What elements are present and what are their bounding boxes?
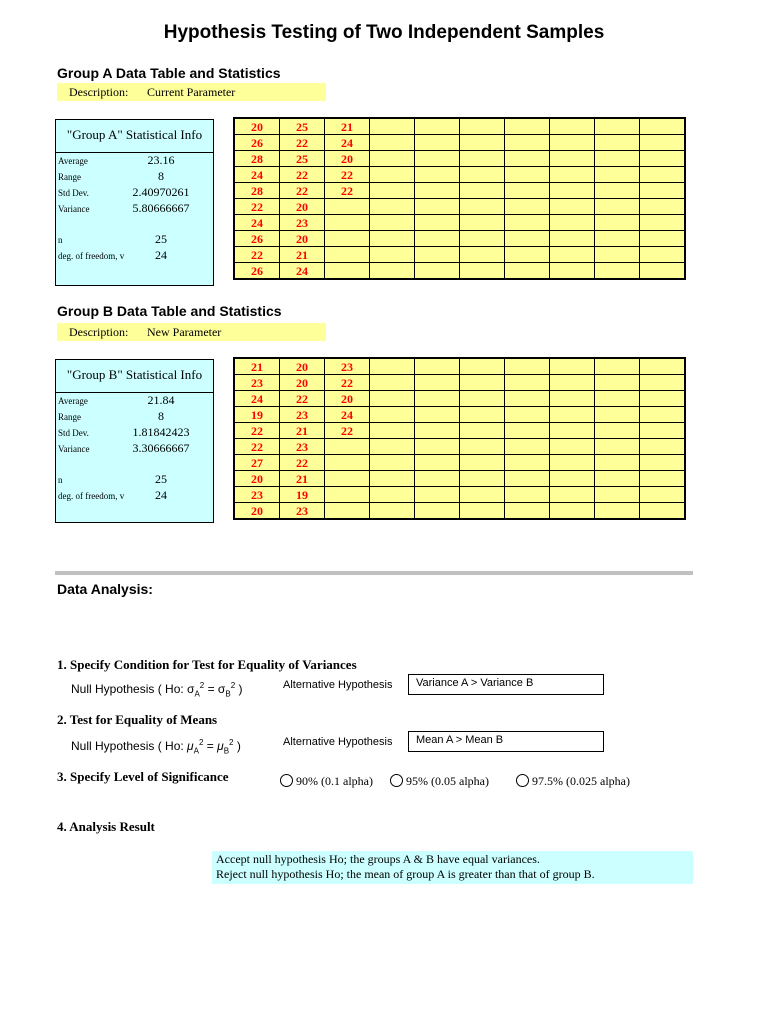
group-b-dof-row — [56, 488, 213, 504]
data-cell[interactable]: 19 — [234, 407, 280, 423]
data-cell[interactable]: 26 — [234, 135, 280, 151]
group-b-stats-title: "Group B" Statistical Info — [66, 367, 203, 382]
page-title: Hypothesis Testing of Two Independent Samples — [163, 22, 605, 43]
data-cell[interactable] — [370, 247, 415, 263]
data-cell[interactable] — [370, 199, 415, 215]
data-cell[interactable] — [505, 503, 550, 520]
data-cell[interactable] — [370, 263, 415, 280]
data-cell[interactable] — [595, 118, 640, 135]
data-cell[interactable] — [505, 263, 550, 280]
data-cell[interactable] — [415, 199, 460, 215]
group-a-n-value: 25 — [155, 232, 167, 246]
data-cell[interactable] — [595, 439, 640, 455]
data-cell[interactable]: 22 — [280, 183, 325, 199]
data-cell[interactable] — [415, 391, 460, 407]
step1-alt-value: Variance A > Variance B — [416, 677, 534, 689]
data-cell[interactable] — [415, 183, 460, 199]
table-row — [234, 167, 685, 183]
step2-null-hypothesis: Null Hypothesis ( Ho: $\mu_A^2 = \mu_B^2$ ) — [71, 738, 241, 756]
data-cell[interactable]: 24 — [325, 407, 370, 423]
table-row — [234, 375, 685, 391]
significance-option-90[interactable] — [280, 774, 373, 789]
significance-option-975-label: 97.5% (0.025 alpha) — [532, 774, 630, 788]
data-cell[interactable] — [595, 247, 640, 263]
data-cell[interactable] — [550, 199, 595, 215]
data-cell[interactable] — [550, 358, 595, 375]
data-cell[interactable] — [505, 423, 550, 439]
n-label: n — [58, 235, 63, 245]
data-cell[interactable]: 26 — [234, 231, 280, 247]
data-cell[interactable]: 20 — [325, 151, 370, 167]
data-cell[interactable] — [505, 471, 550, 487]
data-cell[interactable] — [505, 375, 550, 391]
data-cell[interactable]: 23 — [280, 215, 325, 231]
radio-circle-icon[interactable] — [280, 774, 293, 787]
step1-heading: 1. Specify Condition for Test for Equality of Variances — [57, 657, 357, 672]
data-cell[interactable]: 22 — [234, 247, 280, 263]
data-cell[interactable] — [370, 471, 415, 487]
group-b-variance-row — [56, 441, 213, 457]
data-cell[interactable] — [325, 247, 370, 263]
data-cell[interactable] — [415, 487, 460, 503]
group-a-dof-value: 24 — [155, 248, 167, 262]
n-label: n — [58, 475, 63, 485]
data-cell[interactable] — [415, 151, 460, 167]
group-b-n-row — [56, 472, 213, 488]
data-cell[interactable] — [460, 455, 505, 471]
data-cell[interactable] — [640, 151, 686, 167]
data-cell[interactable]: 22 — [280, 135, 325, 151]
data-cell[interactable] — [595, 375, 640, 391]
step1-alt-dropdown[interactable] — [408, 674, 604, 695]
data-cell[interactable] — [595, 455, 640, 471]
data-cell[interactable] — [460, 407, 505, 423]
range-label: Range — [58, 412, 81, 422]
group-a-heading: Group A Data Table and Statistics — [57, 65, 281, 81]
data-cell[interactable] — [415, 135, 460, 151]
data-cell[interactable]: 23 — [280, 503, 325, 520]
data-cell[interactable] — [325, 231, 370, 247]
group-a-variance-row — [56, 201, 213, 217]
data-cell[interactable]: 26 — [234, 263, 280, 280]
variance-label: Variance — [58, 204, 90, 214]
data-cell[interactable] — [325, 503, 370, 520]
data-cell[interactable] — [370, 231, 415, 247]
data-cell[interactable] — [550, 487, 595, 503]
data-cell[interactable] — [640, 487, 686, 503]
section-divider — [55, 571, 693, 575]
data-cell[interactable] — [640, 183, 686, 199]
data-analysis-heading: Data Analysis: — [57, 581, 153, 597]
table-row — [234, 118, 685, 135]
data-cell[interactable] — [550, 183, 595, 199]
group-b-data-table — [233, 357, 686, 520]
data-cell[interactable] — [460, 199, 505, 215]
data-cell[interactable] — [460, 423, 505, 439]
average-label: Average — [58, 396, 88, 406]
data-cell[interactable] — [505, 135, 550, 151]
data-cell[interactable] — [595, 423, 640, 439]
group-b-stddev-row — [56, 425, 213, 441]
data-cell[interactable] — [640, 503, 686, 520]
data-cell[interactable] — [640, 118, 686, 135]
data-cell[interactable]: 21 — [280, 471, 325, 487]
data-cell[interactable] — [595, 135, 640, 151]
data-cell[interactable]: 23 — [325, 358, 370, 375]
table-row — [234, 391, 685, 407]
group-b-range-value: 8 — [158, 409, 164, 423]
data-cell[interactable] — [325, 263, 370, 280]
data-cell[interactable] — [370, 135, 415, 151]
data-cell[interactable]: 20 — [234, 118, 280, 135]
step4-heading: 4. Analysis Result — [57, 819, 155, 834]
table-row — [234, 263, 685, 280]
data-cell[interactable] — [640, 471, 686, 487]
data-cell[interactable] — [460, 471, 505, 487]
significance-option-975[interactable] — [516, 774, 630, 789]
data-cell[interactable]: 23 — [280, 439, 325, 455]
data-cell[interactable]: 24 — [234, 391, 280, 407]
data-cell[interactable] — [460, 247, 505, 263]
data-cell[interactable]: 24 — [325, 135, 370, 151]
step3-heading: 3. Specify Level of Significance — [57, 769, 229, 784]
data-cell[interactable] — [370, 118, 415, 135]
data-cell[interactable]: 24 — [280, 263, 325, 280]
data-cell[interactable] — [550, 407, 595, 423]
data-cell[interactable] — [370, 407, 415, 423]
step1-null-prefix: Null Hypothesis ( Ho: — [71, 682, 188, 696]
data-cell[interactable] — [415, 167, 460, 183]
data-cell[interactable] — [640, 215, 686, 231]
data-cell[interactable] — [550, 135, 595, 151]
stddev-label: Std Dev. — [58, 428, 89, 438]
data-cell[interactable] — [460, 135, 505, 151]
data-cell[interactable] — [640, 167, 686, 183]
data-cell[interactable] — [505, 358, 550, 375]
data-cell[interactable] — [415, 215, 460, 231]
data-cell[interactable] — [460, 358, 505, 375]
data-cell[interactable]: 23 — [234, 487, 280, 503]
data-cell[interactable]: 24 — [234, 215, 280, 231]
data-cell[interactable] — [505, 118, 550, 135]
data-cell[interactable]: 21 — [234, 358, 280, 375]
step1-null-hypothesis: Null Hypothesis ( Ho: $\sigma_A^2 = \sigma_B^2$ ) — [71, 681, 243, 699]
group-b-heading: Group B Data Table and Statistics — [57, 303, 282, 319]
data-cell[interactable] — [595, 231, 640, 247]
data-cell[interactable] — [550, 118, 595, 135]
data-cell[interactable] — [550, 231, 595, 247]
group-b-average-value: 21.84 — [147, 393, 175, 407]
significance-option-95-label: 95% (0.05 alpha) — [406, 774, 489, 788]
data-cell[interactable] — [415, 407, 460, 423]
data-cell[interactable] — [460, 503, 505, 520]
data-cell[interactable] — [415, 247, 460, 263]
data-cell[interactable] — [550, 423, 595, 439]
average-label: Average — [58, 156, 88, 166]
data-cell[interactable]: 20 — [280, 199, 325, 215]
data-cell[interactable]: 28 — [234, 151, 280, 167]
dof-label: deg. of freedom, v — [58, 491, 125, 501]
group-b-variance-value: 3.30666667 — [132, 441, 190, 455]
data-cell[interactable]: 22 — [280, 167, 325, 183]
table-row — [234, 247, 685, 263]
data-cell[interactable]: 22 — [325, 183, 370, 199]
data-cell[interactable] — [595, 391, 640, 407]
data-cell[interactable] — [550, 471, 595, 487]
group-a-range-row — [56, 169, 213, 185]
data-cell[interactable] — [595, 167, 640, 183]
data-cell[interactable] — [370, 439, 415, 455]
data-cell[interactable]: 28 — [234, 183, 280, 199]
table-row — [234, 215, 685, 231]
data-cell[interactable] — [550, 167, 595, 183]
data-cell[interactable] — [460, 439, 505, 455]
group-b-dof-value: 24 — [155, 488, 167, 502]
data-cell[interactable] — [370, 215, 415, 231]
data-cell[interactable]: 22 — [280, 391, 325, 407]
data-cell[interactable] — [370, 503, 415, 520]
result-line-means: Reject null hypothesis Ho; the mean of group A is greater than that of group B. — [216, 867, 595, 881]
data-cell[interactable] — [505, 231, 550, 247]
data-cell[interactable] — [325, 199, 370, 215]
data-cell[interactable] — [370, 487, 415, 503]
data-cell[interactable] — [595, 263, 640, 280]
group-a-stats-title: "Group A" Statistical Info — [66, 127, 203, 142]
data-cell[interactable] — [460, 167, 505, 183]
group-a-variance-value: 5.80666667 — [132, 201, 190, 215]
data-cell[interactable] — [640, 391, 686, 407]
data-cell[interactable] — [550, 215, 595, 231]
data-cell[interactable] — [415, 118, 460, 135]
data-cell[interactable]: 20 — [234, 503, 280, 520]
data-cell[interactable] — [460, 231, 505, 247]
significance-option-95[interactable] — [390, 774, 489, 789]
data-cell[interactable] — [640, 375, 686, 391]
data-cell[interactable]: 22 — [280, 455, 325, 471]
data-cell[interactable] — [505, 215, 550, 231]
group-a-stddev-value: 2.40970261 — [132, 185, 190, 199]
data-cell[interactable]: 19 — [280, 487, 325, 503]
data-cell[interactable] — [640, 423, 686, 439]
group-a-n-row — [56, 232, 213, 248]
data-cell[interactable] — [460, 183, 505, 199]
table-row — [234, 487, 685, 503]
data-cell[interactable] — [370, 455, 415, 471]
data-cell[interactable] — [595, 183, 640, 199]
table-row — [234, 471, 685, 487]
data-cell[interactable] — [415, 231, 460, 247]
data-cell[interactable]: 21 — [325, 118, 370, 135]
data-cell[interactable]: 20 — [325, 391, 370, 407]
data-cell[interactable]: 24 — [234, 167, 280, 183]
data-cell[interactable] — [550, 151, 595, 167]
group-a-data-table — [233, 117, 686, 280]
analysis-result-box — [212, 851, 693, 884]
data-cell[interactable] — [505, 439, 550, 455]
data-cell[interactable] — [325, 215, 370, 231]
group-a-range-value: 8 — [158, 169, 164, 183]
table-row — [234, 455, 685, 471]
data-cell[interactable] — [550, 439, 595, 455]
table-row — [234, 423, 685, 439]
range-label: Range — [58, 172, 81, 182]
step2-alt-dropdown[interactable] — [408, 731, 604, 752]
group-b-description-value[interactable]: New Parameter — [147, 325, 222, 339]
variance-label: Variance — [58, 444, 90, 454]
step2-alt-value: Mean A > Mean B — [416, 734, 504, 746]
step2-heading: 2. Test for Equality of Means — [57, 712, 218, 727]
data-cell[interactable] — [640, 407, 686, 423]
table-row — [234, 503, 685, 520]
group-b-stats-box — [55, 359, 214, 523]
table-row — [234, 231, 685, 247]
data-cell[interactable]: 25 — [280, 118, 325, 135]
data-cell[interactable]: 20 — [280, 375, 325, 391]
data-cell[interactable] — [415, 423, 460, 439]
data-cell[interactable] — [460, 487, 505, 503]
table-row — [234, 135, 685, 151]
step2-null-prefix: Null Hypothesis ( Ho: — [71, 739, 188, 753]
data-cell[interactable] — [505, 151, 550, 167]
data-cell[interactable] — [595, 503, 640, 520]
data-cell[interactable] — [505, 167, 550, 183]
data-cell[interactable] — [370, 358, 415, 375]
data-cell[interactable] — [640, 231, 686, 247]
data-cell[interactable]: 23 — [280, 407, 325, 423]
data-cell[interactable]: 22 — [234, 199, 280, 215]
group-b-n-value: 25 — [155, 472, 167, 486]
table-row — [234, 358, 685, 375]
data-cell[interactable] — [370, 167, 415, 183]
significance-option-90-label: 90% (0.1 alpha) — [296, 774, 373, 788]
data-cell[interactable] — [325, 455, 370, 471]
data-cell[interactable] — [550, 263, 595, 280]
data-cell[interactable]: 22 — [325, 375, 370, 391]
radio-circle-icon[interactable] — [390, 774, 403, 787]
data-cell[interactable] — [595, 407, 640, 423]
data-cell[interactable]: 20 — [234, 471, 280, 487]
data-cell[interactable]: 27 — [234, 455, 280, 471]
data-cell[interactable] — [415, 503, 460, 520]
data-cell[interactable] — [640, 439, 686, 455]
data-cell[interactable] — [505, 407, 550, 423]
data-cell[interactable] — [550, 455, 595, 471]
data-cell[interactable] — [505, 455, 550, 471]
table-row — [234, 407, 685, 423]
data-cell[interactable] — [325, 487, 370, 503]
group-b-description-label: Description: — [69, 325, 129, 339]
data-cell[interactable] — [640, 199, 686, 215]
data-cell[interactable] — [505, 247, 550, 263]
data-cell[interactable] — [550, 375, 595, 391]
data-cell[interactable]: 21 — [280, 247, 325, 263]
data-cell[interactable]: 22 — [325, 167, 370, 183]
data-cell[interactable]: 20 — [280, 231, 325, 247]
data-cell[interactable] — [595, 471, 640, 487]
data-cell[interactable] — [595, 199, 640, 215]
data-cell[interactable] — [415, 439, 460, 455]
step1-alt-label: Alternative Hypothesis — [283, 679, 393, 691]
data-cell[interactable] — [595, 215, 640, 231]
group-a-description-bar — [57, 83, 326, 101]
data-cell[interactable] — [325, 471, 370, 487]
group-a-description-value[interactable]: Current Parameter — [147, 85, 236, 99]
table-row — [234, 199, 685, 215]
group-a-dof-row — [56, 248, 213, 264]
data-cell[interactable] — [505, 487, 550, 503]
data-cell[interactable] — [460, 215, 505, 231]
dof-label: deg. of freedom, v — [58, 251, 125, 261]
data-cell[interactable] — [550, 247, 595, 263]
data-cell[interactable] — [640, 263, 686, 280]
data-cell[interactable] — [370, 391, 415, 407]
result-line-variances: Accept null hypothesis Ho; the groups A & B have equal variances. — [216, 852, 540, 866]
step2-alt-label: Alternative Hypothesis — [283, 736, 393, 748]
data-cell[interactable] — [595, 487, 640, 503]
table-row — [234, 151, 685, 167]
data-cell[interactable] — [415, 471, 460, 487]
stddev-label: Std Dev. — [58, 188, 89, 198]
data-cell[interactable] — [460, 375, 505, 391]
data-cell[interactable] — [415, 263, 460, 280]
data-cell[interactable] — [595, 358, 640, 375]
data-cell[interactable] — [640, 247, 686, 263]
data-cell[interactable] — [640, 358, 686, 375]
group-a-stats-box — [55, 119, 214, 286]
group-a-description-label: Description: — [69, 85, 129, 99]
table-row — [234, 183, 685, 199]
data-cell[interactable] — [505, 199, 550, 215]
data-cell[interactable] — [505, 183, 550, 199]
data-cell[interactable] — [370, 183, 415, 199]
group-b-description-bar — [57, 323, 326, 341]
data-cell[interactable]: 22 — [325, 423, 370, 439]
data-cell[interactable] — [640, 455, 686, 471]
group-a-average-row — [56, 153, 213, 169]
data-cell[interactable] — [415, 375, 460, 391]
data-cell[interactable] — [415, 358, 460, 375]
data-cell[interactable]: 25 — [280, 151, 325, 167]
data-cell[interactable] — [460, 263, 505, 280]
data-cell[interactable] — [370, 375, 415, 391]
group-b-range-row — [56, 409, 213, 425]
data-cell[interactable] — [640, 135, 686, 151]
group-a-stddev-row — [56, 185, 213, 201]
group-a-average-value: 23.16 — [147, 153, 175, 167]
data-cell[interactable] — [550, 503, 595, 520]
data-cell[interactable]: 22 — [234, 439, 280, 455]
radio-circle-icon[interactable] — [516, 774, 529, 787]
group-b-average-row — [56, 393, 213, 409]
data-cell[interactable] — [460, 118, 505, 135]
data-cell[interactable] — [325, 439, 370, 455]
data-cell[interactable] — [550, 391, 595, 407]
data-cell[interactable]: 20 — [280, 358, 325, 375]
data-cell[interactable] — [460, 151, 505, 167]
data-cell[interactable] — [505, 391, 550, 407]
data-cell[interactable]: 22 — [234, 423, 280, 439]
data-cell[interactable]: 23 — [234, 375, 280, 391]
data-cell[interactable]: 21 — [280, 423, 325, 439]
group-b-stddev-value: 1.81842423 — [132, 425, 190, 439]
data-cell[interactable] — [370, 151, 415, 167]
data-cell[interactable] — [415, 455, 460, 471]
data-cell[interactable] — [595, 151, 640, 167]
table-row — [234, 439, 685, 455]
data-cell[interactable] — [460, 391, 505, 407]
data-cell[interactable] — [370, 423, 415, 439]
